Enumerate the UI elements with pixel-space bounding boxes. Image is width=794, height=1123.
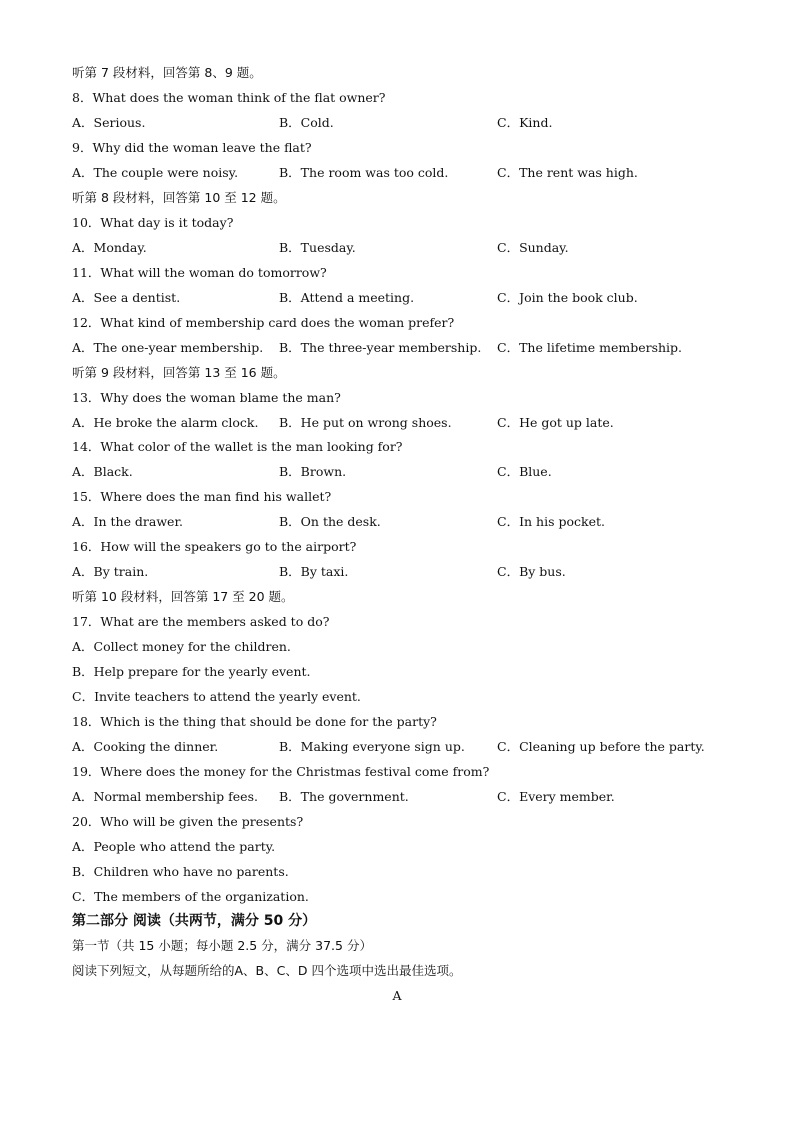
question: 10．What day is it today?	[72, 215, 234, 230]
option-b: B．He put on wrong shoes.	[279, 415, 452, 430]
option-b: B．By taxi.	[279, 564, 349, 579]
question: 8．What does the woman think of the flat owner?	[72, 90, 386, 105]
section-heading: 听第 8 段材料，回答第 10 至 12 题。	[72, 190, 286, 205]
option-a: A．Serious.	[72, 115, 146, 130]
option-c: C．In his pocket.	[497, 514, 605, 529]
option-a: A．In the drawer.	[72, 514, 184, 529]
option-b: B．On the desk.	[279, 514, 381, 529]
option-c: C．The rent was high.	[497, 165, 638, 180]
option-c: C．The members of the organization.	[72, 889, 309, 904]
option-c: C．Invite teachers to attend the yearly event.	[72, 689, 361, 704]
option-c: C．Join the book club.	[497, 290, 638, 305]
option-a: A．Collect money for the children.	[72, 639, 291, 654]
question: 17．What are the members asked to do?	[72, 614, 330, 629]
option-c: C．Cleaning up before the party.	[497, 739, 705, 754]
option-b: B．Brown.	[279, 464, 347, 479]
subsection-heading: 第一节（共 15 小题；每小题 2.5 分，满分 37.5 分）	[72, 938, 372, 953]
question: 18．Which is the thing that should be done for the party?	[72, 714, 437, 729]
option-a: A．Normal membership fees.	[72, 789, 258, 804]
option-b: B．The room was too cold.	[279, 165, 449, 180]
option-b: B．Help prepare for the yearly event.	[72, 664, 311, 679]
question: 12．What kind of membership card does the woman prefer?	[72, 315, 455, 330]
question: 13．Why does the woman blame the man?	[72, 390, 341, 405]
question: 9．Why did the woman leave the flat?	[72, 140, 312, 155]
option-b: B．Children who have no parents.	[72, 864, 289, 879]
question: 16．How will the speakers go to the airport?	[72, 539, 357, 554]
option-b: B．Making everyone sign up.	[279, 739, 465, 754]
section-heading: 听第 7 段材料，回答第 8、9 题。	[72, 65, 262, 80]
option-c: C．He got up late.	[497, 415, 614, 430]
option-b: B．Attend a meeting.	[279, 290, 415, 305]
question: 14．What color of the wallet is the man looking for?	[72, 439, 403, 454]
section-heading: 听第 10 段材料，回答第 17 至 20 题。	[72, 589, 294, 604]
question: 20．Who will be given the presents?	[72, 814, 304, 829]
option-b: B．The three-year membership.	[279, 340, 482, 355]
passage-label: A	[392, 988, 402, 1003]
question: 15．Where does the man find his wallet?	[72, 489, 332, 504]
option-c: C．Blue.	[497, 464, 552, 479]
option-b: B．The government.	[279, 789, 409, 804]
option-b: B．Tuesday.	[279, 240, 356, 255]
question: 19．Where does the money for the Christmas festival come from?	[72, 764, 490, 779]
option-c: C．By bus.	[497, 564, 566, 579]
instructions: 阅读下列短文，从每题所给的A、B、C、D 四个选项中选出最佳选项。	[72, 963, 462, 978]
option-a: A．Cooking the dinner.	[72, 739, 219, 754]
option-c: C．Kind.	[497, 115, 553, 130]
option-c: C．Sunday.	[497, 240, 569, 255]
question: 11．What will the woman do tomorrow?	[72, 265, 327, 280]
option-a: A．People who attend the party.	[72, 839, 276, 854]
option-b: B．Cold.	[279, 115, 334, 130]
option-a: A．By train.	[72, 564, 149, 579]
option-c: C．Every member.	[497, 789, 615, 804]
part-heading: 第二部分 阅读（共两节，满分 50 分）	[72, 913, 317, 929]
option-a: A．See a dentist.	[72, 290, 181, 305]
option-a: A．He broke the alarm clock.	[72, 415, 259, 430]
option-a: A．The couple were noisy.	[72, 165, 239, 180]
option-a: A．Black.	[72, 464, 133, 479]
section-heading: 听第 9 段材料，回答第 13 至 16 题。	[72, 365, 286, 380]
option-a: A．Monday.	[72, 240, 147, 255]
option-a: A．The one-year membership.	[72, 340, 264, 355]
option-c: C．The lifetime membership.	[497, 340, 683, 355]
